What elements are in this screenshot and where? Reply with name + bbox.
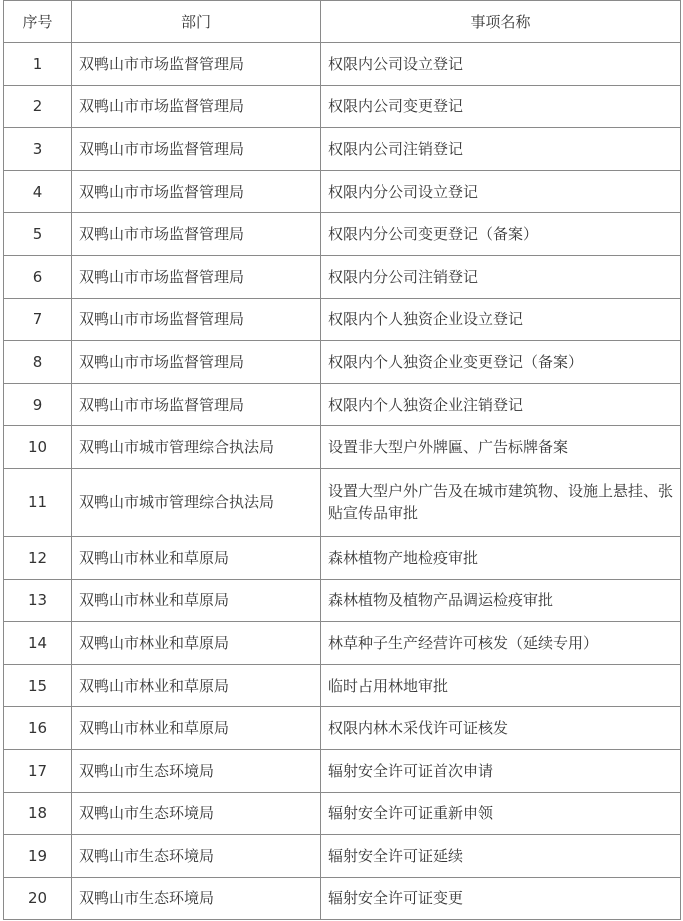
cell-dept: 双鸭山市市场监督管理局 bbox=[72, 170, 321, 213]
header-dept: 部门 bbox=[72, 1, 321, 43]
header-seq: 序号 bbox=[4, 1, 72, 43]
cell-item: 森林植物及植物产品调运检疫审批 bbox=[321, 579, 681, 622]
cell-item: 权限内个人独资企业设立登记 bbox=[321, 298, 681, 341]
table-body bbox=[4, 43, 681, 920]
cell-seq: 3 bbox=[4, 128, 72, 171]
cell-dept: 双鸭山市市场监督管理局 bbox=[72, 383, 321, 426]
table-row bbox=[4, 664, 681, 707]
table-row bbox=[4, 792, 681, 835]
header-row bbox=[4, 1, 681, 43]
cell-seq: 4 bbox=[4, 170, 72, 213]
cell-item: 权限内公司注销登记 bbox=[321, 128, 681, 171]
cell-seq: 8 bbox=[4, 341, 72, 384]
cell-item: 辐射安全许可证延续 bbox=[321, 835, 681, 878]
cell-seq: 5 bbox=[4, 213, 72, 256]
cell-item: 辐射安全许可证重新申领 bbox=[321, 792, 681, 835]
cell-dept: 双鸭山市生态环境局 bbox=[72, 792, 321, 835]
cell-seq: 13 bbox=[4, 579, 72, 622]
cell-item: 辐射安全许可证首次申请 bbox=[321, 749, 681, 792]
cell-seq: 12 bbox=[4, 536, 72, 579]
cell-dept: 双鸭山市城市管理综合执法局 bbox=[72, 468, 321, 536]
table-row bbox=[4, 536, 681, 579]
cell-dept: 双鸭山市林业和草原局 bbox=[72, 579, 321, 622]
table-row bbox=[4, 170, 681, 213]
table-row bbox=[4, 85, 681, 128]
table-row bbox=[4, 298, 681, 341]
matters-table bbox=[3, 0, 681, 920]
cell-dept: 双鸭山市市场监督管理局 bbox=[72, 128, 321, 171]
cell-dept: 双鸭山市林业和草原局 bbox=[72, 664, 321, 707]
table-row bbox=[4, 128, 681, 171]
table-row bbox=[4, 877, 681, 920]
cell-item: 设置大型户外广告及在城市建筑物、设施上悬挂、张贴宣传品审批 bbox=[321, 468, 681, 536]
cell-item: 权限内分公司设立登记 bbox=[321, 170, 681, 213]
cell-dept: 双鸭山市生态环境局 bbox=[72, 835, 321, 878]
table-row bbox=[4, 707, 681, 750]
cell-dept: 双鸭山市市场监督管理局 bbox=[72, 43, 321, 86]
cell-item: 权限内个人独资企业注销登记 bbox=[321, 383, 681, 426]
cell-dept: 双鸭山市市场监督管理局 bbox=[72, 255, 321, 298]
cell-dept: 双鸭山市市场监督管理局 bbox=[72, 298, 321, 341]
table-row bbox=[4, 213, 681, 256]
table-row bbox=[4, 383, 681, 426]
cell-seq: 11 bbox=[4, 468, 72, 536]
table-header bbox=[4, 1, 681, 43]
table-row bbox=[4, 43, 681, 86]
cell-dept: 双鸭山市林业和草原局 bbox=[72, 622, 321, 665]
cell-dept: 双鸭山市生态环境局 bbox=[72, 877, 321, 920]
cell-seq: 18 bbox=[4, 792, 72, 835]
table-row bbox=[4, 835, 681, 878]
cell-seq: 20 bbox=[4, 877, 72, 920]
cell-item: 林草种子生产经营许可核发（延续专用） bbox=[321, 622, 681, 665]
cell-dept: 双鸭山市林业和草原局 bbox=[72, 707, 321, 750]
cell-dept: 双鸭山市生态环境局 bbox=[72, 749, 321, 792]
cell-seq: 6 bbox=[4, 255, 72, 298]
table-row bbox=[4, 749, 681, 792]
cell-item: 设置非大型户外牌匾、广告标牌备案 bbox=[321, 426, 681, 469]
cell-seq: 7 bbox=[4, 298, 72, 341]
table-row bbox=[4, 341, 681, 384]
cell-dept: 双鸭山市城市管理综合执法局 bbox=[72, 426, 321, 469]
cell-item: 权限内个人独资企业变更登记（备案） bbox=[321, 341, 681, 384]
cell-seq: 17 bbox=[4, 749, 72, 792]
cell-seq: 10 bbox=[4, 426, 72, 469]
cell-item: 权限内公司设立登记 bbox=[321, 43, 681, 86]
table-row bbox=[4, 426, 681, 469]
table-row bbox=[4, 255, 681, 298]
cell-dept: 双鸭山市林业和草原局 bbox=[72, 536, 321, 579]
cell-seq: 2 bbox=[4, 85, 72, 128]
cell-item: 权限内林木采伐许可证核发 bbox=[321, 707, 681, 750]
cell-seq: 14 bbox=[4, 622, 72, 665]
cell-seq: 19 bbox=[4, 835, 72, 878]
cell-seq: 15 bbox=[4, 664, 72, 707]
cell-seq: 1 bbox=[4, 43, 72, 86]
cell-item: 辐射安全许可证变更 bbox=[321, 877, 681, 920]
header-item: 事项名称 bbox=[321, 1, 681, 43]
table-row bbox=[4, 579, 681, 622]
cell-dept: 双鸭山市市场监督管理局 bbox=[72, 213, 321, 256]
cell-seq: 16 bbox=[4, 707, 72, 750]
table-row bbox=[4, 622, 681, 665]
cell-dept: 双鸭山市市场监督管理局 bbox=[72, 341, 321, 384]
cell-item: 权限内分公司注销登记 bbox=[321, 255, 681, 298]
cell-item: 森林植物产地检疫审批 bbox=[321, 536, 681, 579]
cell-item: 权限内公司变更登记 bbox=[321, 85, 681, 128]
cell-dept: 双鸭山市市场监督管理局 bbox=[72, 85, 321, 128]
matters-table-container bbox=[3, 0, 680, 920]
table-row bbox=[4, 468, 681, 536]
cell-seq: 9 bbox=[4, 383, 72, 426]
cell-item: 权限内分公司变更登记（备案） bbox=[321, 213, 681, 256]
cell-item: 临时占用林地审批 bbox=[321, 664, 681, 707]
